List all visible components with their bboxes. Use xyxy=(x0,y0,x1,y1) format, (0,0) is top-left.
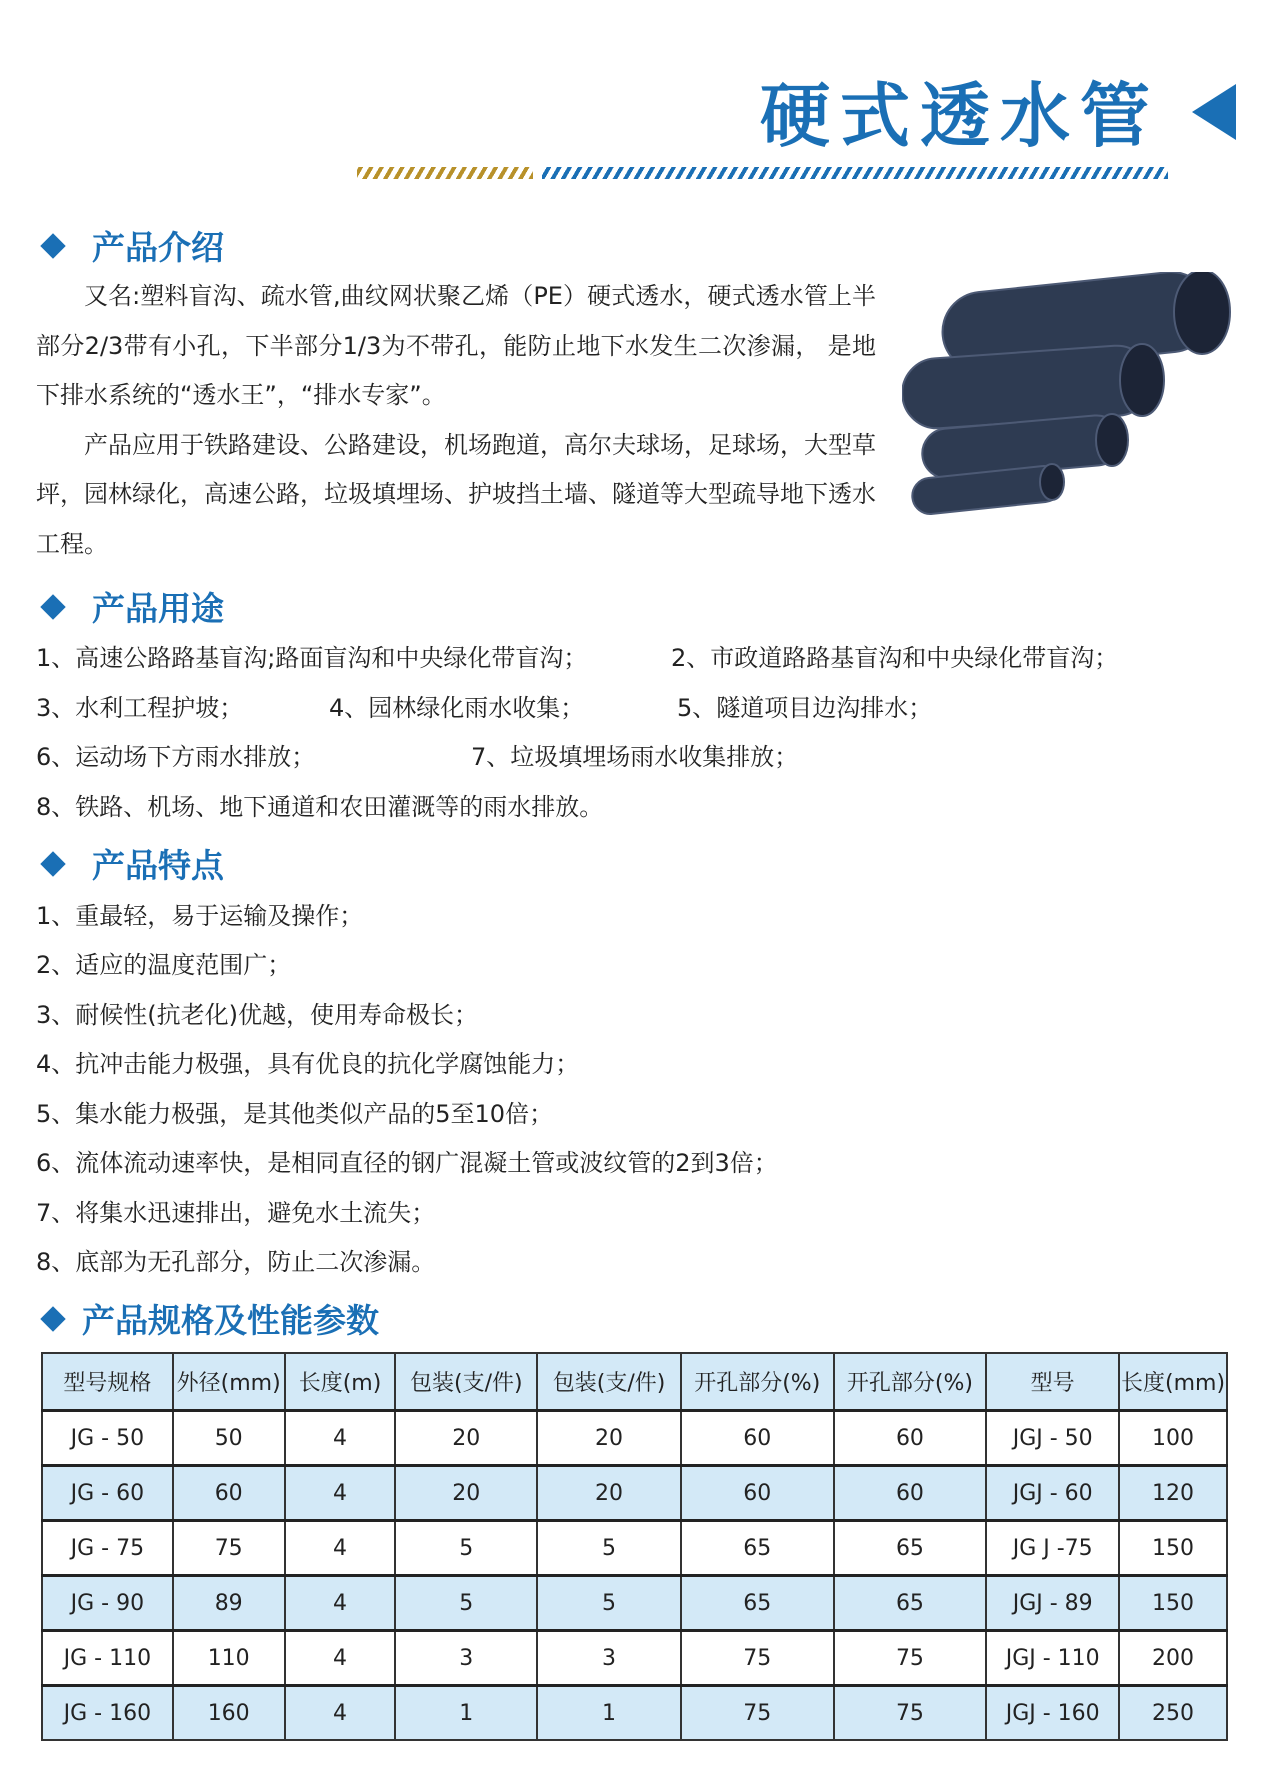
column-header: 包装(支/件) xyxy=(395,1353,537,1411)
table-cell: JGJ - 110 xyxy=(986,1631,1119,1686)
table-cell: 3 xyxy=(537,1631,681,1686)
heading-text: 产品介绍 xyxy=(92,228,224,267)
feature-item: 3、耐候性(抗老化)优越，使用寿命极长； xyxy=(36,1001,478,1029)
table-cell: 4 xyxy=(285,1411,396,1466)
table-cell: JG - 90 xyxy=(42,1576,173,1631)
table-cell: 5 xyxy=(537,1521,681,1576)
feature-item: 2、适应的温度范围广； xyxy=(36,951,292,979)
table-cell: 20 xyxy=(537,1466,681,1521)
usage-item: 1、高速公路路基盲沟;路面盲沟和中央绿化带盲沟； xyxy=(36,644,588,672)
table-cell: JG - 110 xyxy=(42,1631,173,1686)
table-cell: JGJ - 50 xyxy=(986,1411,1119,1466)
table-row xyxy=(42,1686,1227,1741)
feature-item: 4、抗冲击能力极强，具有优良的抗化学腐蚀能力； xyxy=(36,1050,580,1078)
section-heading-usage xyxy=(40,583,224,630)
feature-item: 1、重最轻，易于运输及操作； xyxy=(36,902,364,930)
table-cell: 65 xyxy=(834,1576,987,1631)
column-header: 开孔部分(%) xyxy=(834,1353,987,1411)
column-header: 包装(支/件) xyxy=(537,1353,681,1411)
table-cell: 3 xyxy=(395,1631,537,1686)
paragraph: 又名:塑料盲沟、疏水管,曲纹网状聚乙烯（PE）硬式透水，硬式透水管上半部分2/3带有小孔，下半部分1/3为不带孔，能防止地下水发生二次渗漏， 是地下排水系统的“透水王”，“排水专家”。 xyxy=(36,282,876,409)
table-cell: JGJ - 160 xyxy=(986,1686,1119,1741)
table-cell: 100 xyxy=(1119,1411,1227,1466)
table-cell: 60 xyxy=(681,1466,834,1521)
table-header-row xyxy=(42,1353,1227,1411)
section-heading-intro xyxy=(40,222,224,269)
intro-text xyxy=(36,272,876,569)
product-photo xyxy=(902,272,1232,534)
column-header: 型号规格 xyxy=(42,1353,173,1411)
table-cell: 4 xyxy=(285,1466,396,1521)
usage-item: 7、垃圾填埋场雨水收集排放； xyxy=(471,743,799,771)
page-title: 硬式透水管 xyxy=(760,74,1160,157)
table-cell: 150 xyxy=(1119,1576,1227,1631)
table-cell: 75 xyxy=(834,1686,987,1741)
table-cell: 60 xyxy=(173,1466,285,1521)
table-cell: JG J -75 xyxy=(986,1521,1119,1576)
column-header: 外径(mm) xyxy=(173,1353,285,1411)
table-cell: 75 xyxy=(681,1631,834,1686)
table-cell: JG - 75 xyxy=(42,1521,173,1576)
feature-item: 7、将集水迅速排出，避免水土流失； xyxy=(36,1199,436,1227)
table-cell: 20 xyxy=(395,1466,537,1521)
table-cell: 60 xyxy=(834,1411,987,1466)
table-cell: 60 xyxy=(834,1466,987,1521)
diamond-icon xyxy=(40,1306,65,1331)
column-header: 开孔部分(%) xyxy=(681,1353,834,1411)
column-header: 型号 xyxy=(986,1353,1119,1411)
table-cell: 250 xyxy=(1119,1686,1227,1741)
feature-item: 5、集水能力极强，是其他类似产品的5至10倍； xyxy=(36,1100,554,1128)
section-heading-features xyxy=(40,840,224,887)
table-cell: 4 xyxy=(285,1521,396,1576)
feature-item: 8、底部为无孔部分，防止二次渗漏。 xyxy=(36,1248,436,1276)
usage-item: 2、市政道路路基盲沟和中央绿化带盲沟； xyxy=(671,644,1119,672)
table-cell: 75 xyxy=(681,1686,834,1741)
column-header: 长度(mm) xyxy=(1119,1353,1227,1411)
table-cell: 120 xyxy=(1119,1466,1227,1521)
diamond-icon xyxy=(40,851,65,876)
table-row xyxy=(42,1411,1227,1466)
table-cell: 65 xyxy=(681,1521,834,1576)
table-cell: 4 xyxy=(285,1631,396,1686)
table-cell: JGJ - 89 xyxy=(986,1576,1119,1631)
heading-text: 产品特点 xyxy=(92,846,224,885)
heading-text: 产品用途 xyxy=(92,589,224,628)
usage-item: 4、园林绿化雨水收集； xyxy=(329,694,585,722)
table-cell: 5 xyxy=(537,1576,681,1631)
table-cell: JG - 160 xyxy=(42,1686,173,1741)
table-cell: 4 xyxy=(285,1576,396,1631)
table-cell: 5 xyxy=(395,1521,537,1576)
table-row xyxy=(42,1521,1227,1576)
blue-stripe-divider xyxy=(542,167,1168,179)
table-cell: 110 xyxy=(173,1631,285,1686)
table-cell: 65 xyxy=(834,1521,987,1576)
table-cell: 20 xyxy=(395,1411,537,1466)
table-row xyxy=(42,1631,1227,1686)
paragraph: 产品应用于铁路建设、公路建设，机场跑道，高尔夫球场，足球场，大型草坪，园林绿化，高速公路，垃圾填埋场、护坡挡土墙、隧道等大型疏导地下透水工程。 xyxy=(36,430,876,558)
table-cell: 4 xyxy=(285,1686,396,1741)
table-cell: JG - 60 xyxy=(42,1466,173,1521)
table-cell: 160 xyxy=(173,1686,285,1741)
gold-stripe-divider xyxy=(357,167,533,179)
diamond-icon xyxy=(40,594,65,619)
arrow-left-icon xyxy=(1192,84,1236,140)
table-cell: 20 xyxy=(537,1411,681,1466)
table-cell: 150 xyxy=(1119,1521,1227,1576)
table-cell: 1 xyxy=(395,1686,537,1741)
specs-table xyxy=(41,1352,1228,1741)
usage-item: 5、隧道项目边沟排水； xyxy=(677,694,933,722)
column-header: 长度(m) xyxy=(285,1353,396,1411)
table-cell: 60 xyxy=(681,1411,834,1466)
table-cell: JGJ - 60 xyxy=(986,1466,1119,1521)
usage-item: 3、水利工程护坡； xyxy=(36,694,244,722)
section-heading-specs xyxy=(40,1295,379,1342)
table-cell: 200 xyxy=(1119,1631,1227,1686)
table-row xyxy=(42,1466,1227,1521)
usage-item: 8、铁路、机场、地下通道和农田灌溉等的雨水排放。 xyxy=(36,793,604,821)
table-cell: 89 xyxy=(173,1576,285,1631)
table-cell: 75 xyxy=(834,1631,987,1686)
diamond-icon xyxy=(40,233,65,258)
feature-item: 6、流体流动速率快，是相同直径的钢广混凝土管或波纹管的2到3倍； xyxy=(36,1149,778,1177)
table-cell: 50 xyxy=(173,1411,285,1466)
heading-text: 产品规格及性能参数 xyxy=(82,1301,379,1340)
table-cell: 1 xyxy=(537,1686,681,1741)
table-cell: 65 xyxy=(681,1576,834,1631)
table-cell: 5 xyxy=(395,1576,537,1631)
table-cell: 75 xyxy=(173,1521,285,1576)
usage-item: 6、运动场下方雨水排放； xyxy=(36,743,316,771)
table-row xyxy=(42,1576,1227,1631)
table-cell: JG - 50 xyxy=(42,1411,173,1466)
